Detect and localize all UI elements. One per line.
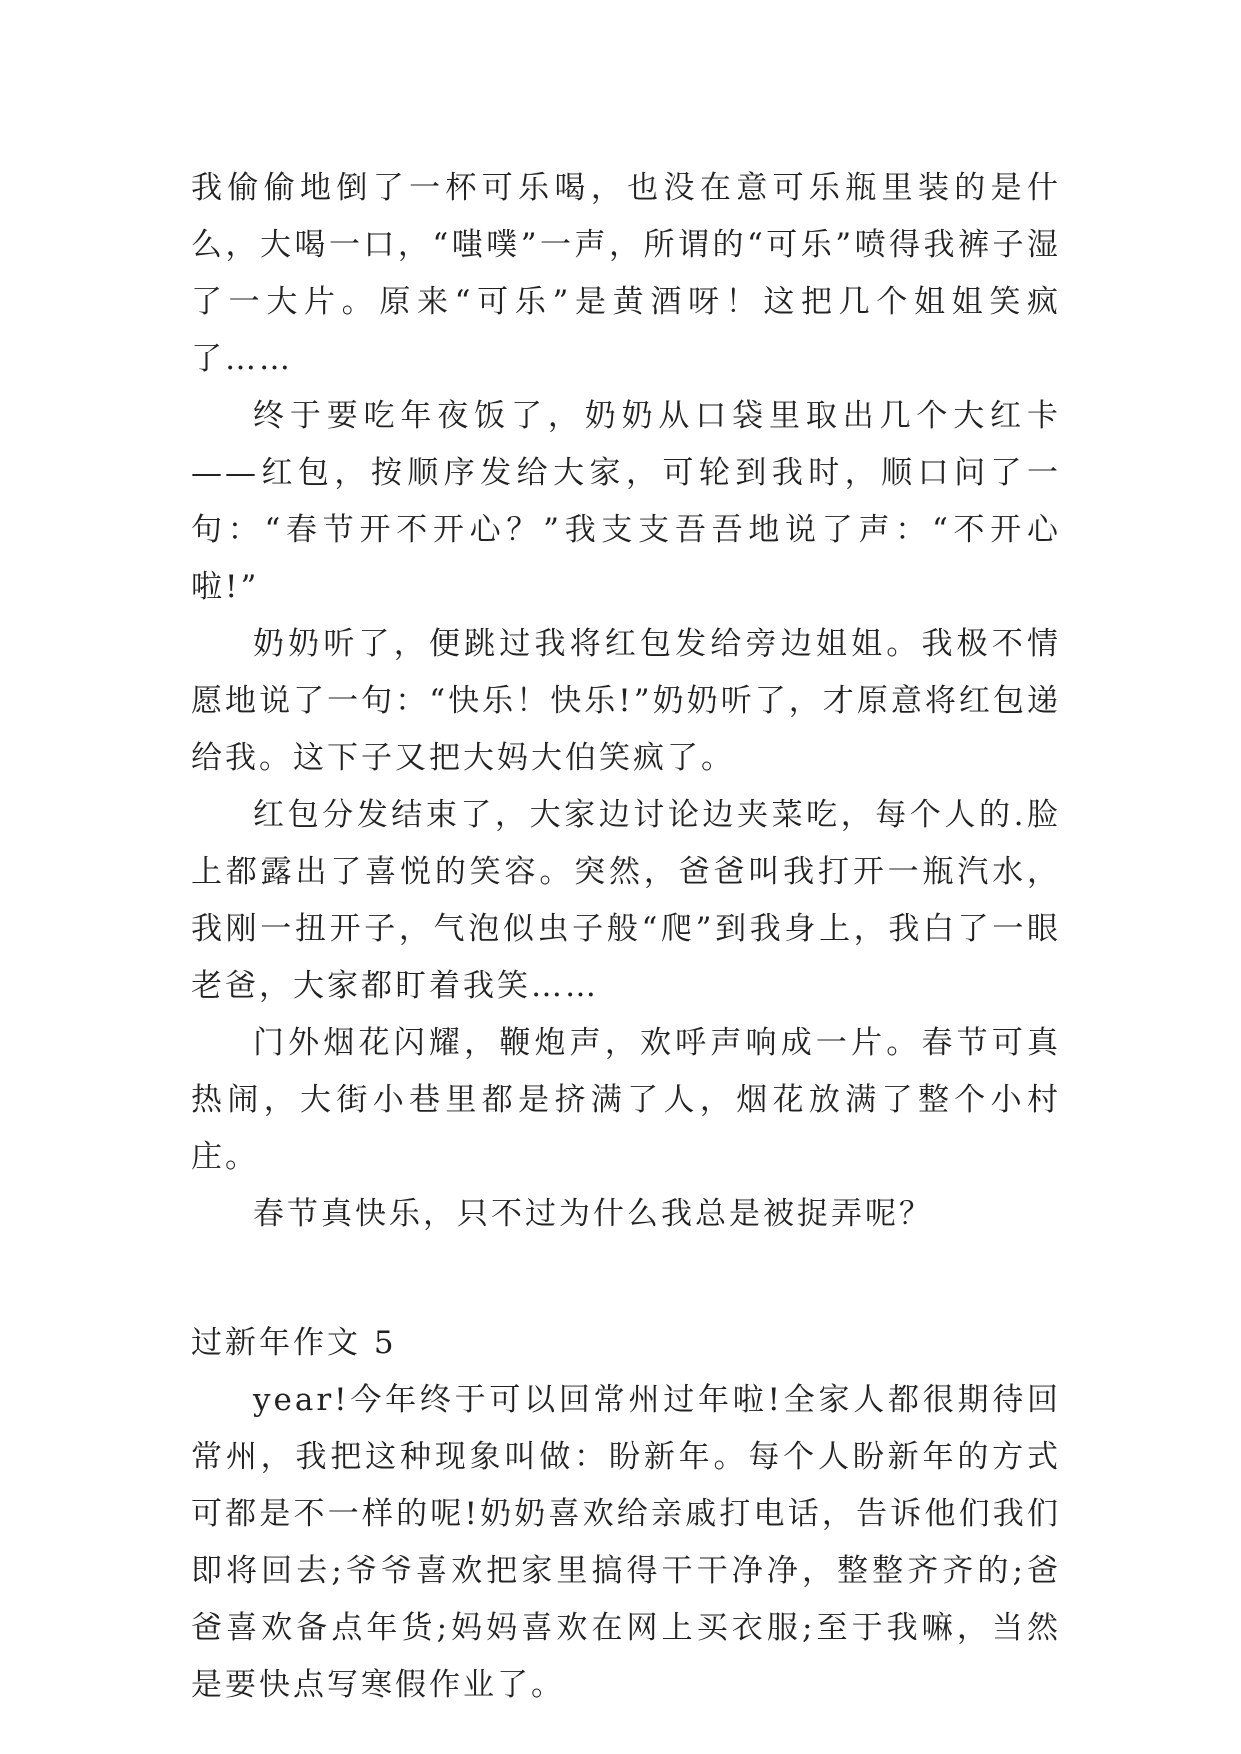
document-body	[191, 160, 1061, 1714]
paragraph: 门外烟花闪耀，鞭炮声，欢呼声响成一片。春节可真热闹，大街小巷里都是挤满了人，烟花放满了整个小村庄。	[191, 1025, 1061, 1175]
section-heading: 过新年作文 5	[191, 1325, 397, 1361]
paragraph: 奶奶听了，便跳过我将红包发给旁边姐姐。我极不情愿地说了一句：“快乐！快乐!”奶奶听了，才原意将红包递给我。这下子又把大妈大伯笑疯了。	[191, 626, 1061, 776]
paragraph: 红包分发结束了，大家边讨论边夹菜吃，每个人的.脸上都露出了喜悦的笑容。突然，爸爸叫我打开一瓶汽水，我刚一扭开子，气泡似虫子般“爬”到我身上，我白了一眼老爸，大家都盯着我笑……	[191, 797, 1061, 1004]
paragraph: year!今年终于可以回常州过年啦!全家人都很期待回常州，我把这种现象叫做：盼新年。每个人盼新年的方式可都是不一样的呢!奶奶喜欢给亲戚打电话，告诉他们我们即将回去;爷爷喜欢把家里搞得干干净净，整整齐齐的;爸爸喜欢备点年货;妈妈喜欢在网上买衣服;至于我嘛，当然是要快点写寒假作业了。	[191, 1382, 1061, 1703]
paragraph: 春节真快乐，只不过为什么我总是被捉弄呢？	[253, 1196, 933, 1232]
paragraph: 终于要吃年夜饭了，奶奶从口袋里取出几个大红卡——红包，按顺序发给大家，可轮到我时，顺口问了一句：“春节开不开心？”我支支吾吾地说了声：“不开心啦!”	[191, 398, 1061, 605]
paragraph-continued: 我偷偷地倒了一杯可乐喝，也没在意可乐瓶里装的是什么，大喝一口，“嗤噗”一声，所谓的“可乐”喷得我裤子湿了一大片。原来“可乐”是黄酒呀！这把几个姐姐笑疯了……	[191, 170, 1061, 377]
